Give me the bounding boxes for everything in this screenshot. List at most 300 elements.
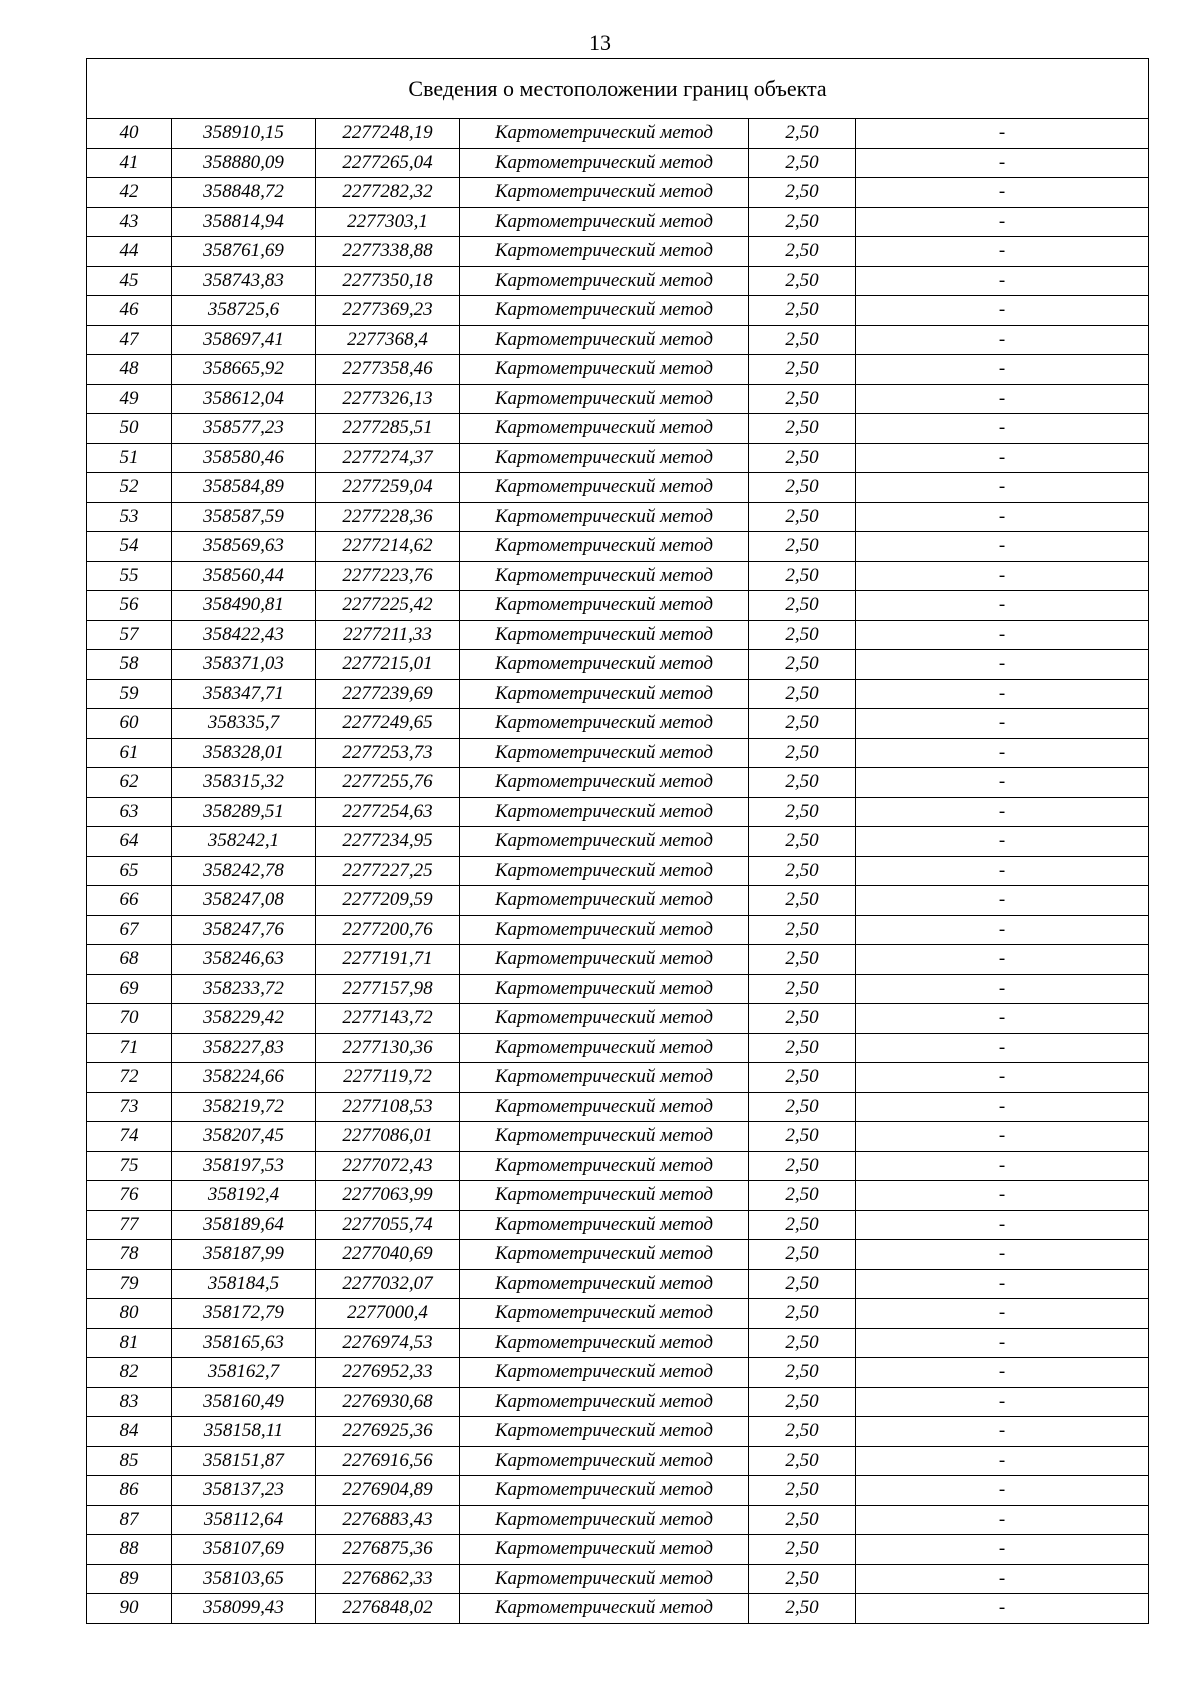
accuracy-cell: 2,50 bbox=[749, 237, 856, 267]
x-coordinate-cell: 358233,72 bbox=[172, 974, 316, 1004]
accuracy-cell: 2,50 bbox=[749, 148, 856, 178]
description-cell: - bbox=[856, 1299, 1149, 1329]
table-row bbox=[87, 1358, 1149, 1388]
table-row bbox=[87, 1181, 1149, 1211]
y-coordinate-cell: 2276952,33 bbox=[316, 1358, 460, 1388]
table-row bbox=[87, 502, 1149, 532]
point-number-cell: 47 bbox=[87, 325, 172, 355]
x-coordinate-cell: 358227,83 bbox=[172, 1033, 316, 1063]
method-cell: Картометрический метод bbox=[460, 1210, 749, 1240]
x-coordinate-cell: 358665,92 bbox=[172, 355, 316, 385]
table-row bbox=[87, 1151, 1149, 1181]
accuracy-cell: 2,50 bbox=[749, 1417, 856, 1447]
accuracy-cell: 2,50 bbox=[749, 355, 856, 385]
y-coordinate-cell: 2277223,76 bbox=[316, 561, 460, 591]
point-number-cell: 90 bbox=[87, 1594, 172, 1624]
y-coordinate-cell: 2277157,98 bbox=[316, 974, 460, 1004]
x-coordinate-cell: 358725,6 bbox=[172, 296, 316, 326]
table-row bbox=[87, 797, 1149, 827]
method-cell: Картометрический метод bbox=[460, 119, 749, 149]
description-cell: - bbox=[856, 1387, 1149, 1417]
table-row bbox=[87, 1417, 1149, 1447]
point-number-cell: 72 bbox=[87, 1063, 172, 1093]
x-coordinate-cell: 358219,72 bbox=[172, 1092, 316, 1122]
table-row bbox=[87, 1063, 1149, 1093]
table-row bbox=[87, 650, 1149, 680]
accuracy-cell: 2,50 bbox=[749, 561, 856, 591]
method-cell: Картометрический метод bbox=[460, 1328, 749, 1358]
method-cell: Картометрический метод bbox=[460, 414, 749, 444]
x-coordinate-cell: 358137,23 bbox=[172, 1476, 316, 1506]
description-cell: - bbox=[856, 856, 1149, 886]
accuracy-cell: 2,50 bbox=[749, 1564, 856, 1594]
method-cell: Картометрический метод bbox=[460, 1505, 749, 1535]
description-cell: - bbox=[856, 502, 1149, 532]
x-coordinate-cell: 358229,42 bbox=[172, 1004, 316, 1034]
accuracy-cell: 2,50 bbox=[749, 473, 856, 503]
x-coordinate-cell: 358743,83 bbox=[172, 266, 316, 296]
accuracy-cell: 2,50 bbox=[749, 443, 856, 473]
y-coordinate-cell: 2277259,04 bbox=[316, 473, 460, 503]
y-coordinate-cell: 2277253,73 bbox=[316, 738, 460, 768]
description-cell: - bbox=[856, 709, 1149, 739]
y-coordinate-cell: 2277063,99 bbox=[316, 1181, 460, 1211]
description-cell: - bbox=[856, 915, 1149, 945]
accuracy-cell: 2,50 bbox=[749, 886, 856, 916]
table-row bbox=[87, 414, 1149, 444]
point-number-cell: 56 bbox=[87, 591, 172, 621]
table-row bbox=[87, 266, 1149, 296]
accuracy-cell: 2,50 bbox=[749, 738, 856, 768]
y-coordinate-cell: 2277209,59 bbox=[316, 886, 460, 916]
description-cell: - bbox=[856, 945, 1149, 975]
y-coordinate-cell: 2276848,02 bbox=[316, 1594, 460, 1624]
y-coordinate-cell: 2277227,25 bbox=[316, 856, 460, 886]
accuracy-cell: 2,50 bbox=[749, 709, 856, 739]
method-cell: Картометрический метод bbox=[460, 532, 749, 562]
accuracy-cell: 2,50 bbox=[749, 679, 856, 709]
accuracy-cell: 2,50 bbox=[749, 1299, 856, 1329]
table-body bbox=[87, 119, 1149, 1624]
point-number-cell: 60 bbox=[87, 709, 172, 739]
table-row bbox=[87, 620, 1149, 650]
y-coordinate-cell: 2277130,36 bbox=[316, 1033, 460, 1063]
y-coordinate-cell: 2277249,65 bbox=[316, 709, 460, 739]
x-coordinate-cell: 358172,79 bbox=[172, 1299, 316, 1329]
method-cell: Картометрический метод bbox=[460, 473, 749, 503]
y-coordinate-cell: 2277215,01 bbox=[316, 650, 460, 680]
y-coordinate-cell: 2276904,89 bbox=[316, 1476, 460, 1506]
accuracy-cell: 2,50 bbox=[749, 1063, 856, 1093]
description-cell: - bbox=[856, 1122, 1149, 1152]
y-coordinate-cell: 2277248,19 bbox=[316, 119, 460, 149]
table-row bbox=[87, 974, 1149, 1004]
description-cell: - bbox=[856, 1004, 1149, 1034]
method-cell: Картометрический метод bbox=[460, 1299, 749, 1329]
description-cell: - bbox=[856, 119, 1149, 149]
description-cell: - bbox=[856, 797, 1149, 827]
table-row bbox=[87, 207, 1149, 237]
point-number-cell: 79 bbox=[87, 1269, 172, 1299]
point-number-cell: 63 bbox=[87, 797, 172, 827]
table-row bbox=[87, 856, 1149, 886]
x-coordinate-cell: 358151,87 bbox=[172, 1446, 316, 1476]
y-coordinate-cell: 2277228,36 bbox=[316, 502, 460, 532]
accuracy-cell: 2,50 bbox=[749, 856, 856, 886]
point-number-cell: 80 bbox=[87, 1299, 172, 1329]
description-cell: - bbox=[856, 591, 1149, 621]
y-coordinate-cell: 2277282,32 bbox=[316, 178, 460, 208]
description-cell: - bbox=[856, 1564, 1149, 1594]
x-coordinate-cell: 358189,64 bbox=[172, 1210, 316, 1240]
point-number-cell: 75 bbox=[87, 1151, 172, 1181]
y-coordinate-cell: 2276875,36 bbox=[316, 1535, 460, 1565]
table-row bbox=[87, 915, 1149, 945]
table-title: Сведения о местоположении границ объекта bbox=[87, 59, 1149, 119]
accuracy-cell: 2,50 bbox=[749, 119, 856, 149]
point-number-cell: 55 bbox=[87, 561, 172, 591]
point-number-cell: 66 bbox=[87, 886, 172, 916]
method-cell: Картометрический метод bbox=[460, 384, 749, 414]
description-cell: - bbox=[856, 1505, 1149, 1535]
y-coordinate-cell: 2277255,76 bbox=[316, 768, 460, 798]
accuracy-cell: 2,50 bbox=[749, 974, 856, 1004]
table-row bbox=[87, 532, 1149, 562]
accuracy-cell: 2,50 bbox=[749, 827, 856, 857]
description-cell: - bbox=[856, 738, 1149, 768]
y-coordinate-cell: 2277040,69 bbox=[316, 1240, 460, 1270]
table-row bbox=[87, 679, 1149, 709]
y-coordinate-cell: 2277358,46 bbox=[316, 355, 460, 385]
method-cell: Картометрический метод bbox=[460, 148, 749, 178]
accuracy-cell: 2,50 bbox=[749, 1446, 856, 1476]
table-row bbox=[87, 443, 1149, 473]
accuracy-cell: 2,50 bbox=[749, 797, 856, 827]
point-number-cell: 40 bbox=[87, 119, 172, 149]
table-row bbox=[87, 709, 1149, 739]
table-row bbox=[87, 237, 1149, 267]
description-cell: - bbox=[856, 827, 1149, 857]
method-cell: Картометрический метод bbox=[460, 1387, 749, 1417]
point-number-cell: 45 bbox=[87, 266, 172, 296]
x-coordinate-cell: 358242,1 bbox=[172, 827, 316, 857]
accuracy-cell: 2,50 bbox=[749, 1092, 856, 1122]
y-coordinate-cell: 2277338,88 bbox=[316, 237, 460, 267]
y-coordinate-cell: 2277200,76 bbox=[316, 915, 460, 945]
x-coordinate-cell: 358192,4 bbox=[172, 1181, 316, 1211]
description-cell: - bbox=[856, 1328, 1149, 1358]
y-coordinate-cell: 2277191,71 bbox=[316, 945, 460, 975]
point-number-cell: 58 bbox=[87, 650, 172, 680]
point-number-cell: 43 bbox=[87, 207, 172, 237]
x-coordinate-cell: 358910,15 bbox=[172, 119, 316, 149]
point-number-cell: 85 bbox=[87, 1446, 172, 1476]
accuracy-cell: 2,50 bbox=[749, 296, 856, 326]
point-number-cell: 53 bbox=[87, 502, 172, 532]
point-number-cell: 59 bbox=[87, 679, 172, 709]
x-coordinate-cell: 358422,43 bbox=[172, 620, 316, 650]
accuracy-cell: 2,50 bbox=[749, 1004, 856, 1034]
method-cell: Картометрический метод bbox=[460, 620, 749, 650]
point-number-cell: 88 bbox=[87, 1535, 172, 1565]
x-coordinate-cell: 358162,7 bbox=[172, 1358, 316, 1388]
x-coordinate-cell: 358569,63 bbox=[172, 532, 316, 562]
method-cell: Картометрический метод bbox=[460, 443, 749, 473]
x-coordinate-cell: 358328,01 bbox=[172, 738, 316, 768]
point-number-cell: 74 bbox=[87, 1122, 172, 1152]
table-row bbox=[87, 591, 1149, 621]
accuracy-cell: 2,50 bbox=[749, 207, 856, 237]
point-number-cell: 46 bbox=[87, 296, 172, 326]
x-coordinate-cell: 358207,45 bbox=[172, 1122, 316, 1152]
y-coordinate-cell: 2277326,13 bbox=[316, 384, 460, 414]
x-coordinate-cell: 358247,76 bbox=[172, 915, 316, 945]
x-coordinate-cell: 358165,63 bbox=[172, 1328, 316, 1358]
table-row bbox=[87, 827, 1149, 857]
point-number-cell: 71 bbox=[87, 1033, 172, 1063]
method-cell: Картометрический метод bbox=[460, 1564, 749, 1594]
table-row bbox=[87, 1328, 1149, 1358]
x-coordinate-cell: 358848,72 bbox=[172, 178, 316, 208]
point-number-cell: 69 bbox=[87, 974, 172, 1004]
accuracy-cell: 2,50 bbox=[749, 1269, 856, 1299]
x-coordinate-cell: 358103,65 bbox=[172, 1564, 316, 1594]
accuracy-cell: 2,50 bbox=[749, 768, 856, 798]
accuracy-cell: 2,50 bbox=[749, 1505, 856, 1535]
method-cell: Картометрический метод bbox=[460, 1358, 749, 1388]
y-coordinate-cell: 2277143,72 bbox=[316, 1004, 460, 1034]
table-row bbox=[87, 1269, 1149, 1299]
method-cell: Картометрический метод bbox=[460, 1594, 749, 1624]
description-cell: - bbox=[856, 768, 1149, 798]
table-row bbox=[87, 1033, 1149, 1063]
x-coordinate-cell: 358315,32 bbox=[172, 768, 316, 798]
description-cell: - bbox=[856, 1594, 1149, 1624]
y-coordinate-cell: 2277214,62 bbox=[316, 532, 460, 562]
x-coordinate-cell: 358184,5 bbox=[172, 1269, 316, 1299]
x-coordinate-cell: 358560,44 bbox=[172, 561, 316, 591]
description-cell: - bbox=[856, 1033, 1149, 1063]
table-row bbox=[87, 1092, 1149, 1122]
table-row bbox=[87, 178, 1149, 208]
accuracy-cell: 2,50 bbox=[749, 1476, 856, 1506]
method-cell: Картометрический метод bbox=[460, 797, 749, 827]
description-cell: - bbox=[856, 1417, 1149, 1447]
method-cell: Картометрический метод bbox=[460, 709, 749, 739]
point-number-cell: 42 bbox=[87, 178, 172, 208]
y-coordinate-cell: 2277072,43 bbox=[316, 1151, 460, 1181]
description-cell: - bbox=[856, 974, 1149, 1004]
method-cell: Картометрический метод bbox=[460, 738, 749, 768]
method-cell: Картометрический метод bbox=[460, 1151, 749, 1181]
x-coordinate-cell: 358247,08 bbox=[172, 886, 316, 916]
point-number-cell: 78 bbox=[87, 1240, 172, 1270]
point-number-cell: 48 bbox=[87, 355, 172, 385]
x-coordinate-cell: 358099,43 bbox=[172, 1594, 316, 1624]
y-coordinate-cell: 2277119,72 bbox=[316, 1063, 460, 1093]
description-cell: - bbox=[856, 561, 1149, 591]
table-row bbox=[87, 1446, 1149, 1476]
point-number-cell: 51 bbox=[87, 443, 172, 473]
accuracy-cell: 2,50 bbox=[749, 591, 856, 621]
point-number-cell: 89 bbox=[87, 1564, 172, 1594]
description-cell: - bbox=[856, 207, 1149, 237]
accuracy-cell: 2,50 bbox=[749, 620, 856, 650]
table-row bbox=[87, 768, 1149, 798]
method-cell: Картометрический метод bbox=[460, 325, 749, 355]
method-cell: Картометрический метод bbox=[460, 266, 749, 296]
point-number-cell: 67 bbox=[87, 915, 172, 945]
y-coordinate-cell: 2277285,51 bbox=[316, 414, 460, 444]
description-cell: - bbox=[856, 1476, 1149, 1506]
method-cell: Картометрический метод bbox=[460, 1092, 749, 1122]
point-number-cell: 44 bbox=[87, 237, 172, 267]
y-coordinate-cell: 2277211,33 bbox=[316, 620, 460, 650]
description-cell: - bbox=[856, 1446, 1149, 1476]
table-row bbox=[87, 1210, 1149, 1240]
accuracy-cell: 2,50 bbox=[749, 414, 856, 444]
description-cell: - bbox=[856, 1063, 1149, 1093]
description-cell: - bbox=[856, 355, 1149, 385]
accuracy-cell: 2,50 bbox=[749, 1328, 856, 1358]
description-cell: - bbox=[856, 886, 1149, 916]
method-cell: Картометрический метод bbox=[460, 945, 749, 975]
y-coordinate-cell: 2277369,23 bbox=[316, 296, 460, 326]
x-coordinate-cell: 358490,81 bbox=[172, 591, 316, 621]
x-coordinate-cell: 358880,09 bbox=[172, 148, 316, 178]
method-cell: Картометрический метод bbox=[460, 296, 749, 326]
accuracy-cell: 2,50 bbox=[749, 1181, 856, 1211]
point-number-cell: 70 bbox=[87, 1004, 172, 1034]
table-row bbox=[87, 384, 1149, 414]
method-cell: Картометрический метод bbox=[460, 1417, 749, 1447]
point-number-cell: 54 bbox=[87, 532, 172, 562]
point-number-cell: 52 bbox=[87, 473, 172, 503]
table-row bbox=[87, 1387, 1149, 1417]
table-row bbox=[87, 738, 1149, 768]
method-cell: Картометрический метод bbox=[460, 1535, 749, 1565]
accuracy-cell: 2,50 bbox=[749, 1151, 856, 1181]
point-number-cell: 65 bbox=[87, 856, 172, 886]
method-cell: Картометрический метод bbox=[460, 178, 749, 208]
description-cell: - bbox=[856, 325, 1149, 355]
x-coordinate-cell: 358587,59 bbox=[172, 502, 316, 532]
page-number: 13 bbox=[589, 30, 611, 55]
x-coordinate-cell: 358242,78 bbox=[172, 856, 316, 886]
method-cell: Картометрический метод bbox=[460, 1004, 749, 1034]
description-cell: - bbox=[856, 1240, 1149, 1270]
description-cell: - bbox=[856, 1210, 1149, 1240]
y-coordinate-cell: 2276883,43 bbox=[316, 1505, 460, 1535]
accuracy-cell: 2,50 bbox=[749, 650, 856, 680]
accuracy-cell: 2,50 bbox=[749, 1594, 856, 1624]
point-number-cell: 57 bbox=[87, 620, 172, 650]
table-row bbox=[87, 1299, 1149, 1329]
accuracy-cell: 2,50 bbox=[749, 1210, 856, 1240]
description-cell: - bbox=[856, 620, 1149, 650]
x-coordinate-cell: 358761,69 bbox=[172, 237, 316, 267]
table-row bbox=[87, 355, 1149, 385]
description-cell: - bbox=[856, 1535, 1149, 1565]
table-row bbox=[87, 1505, 1149, 1535]
description-cell: - bbox=[856, 532, 1149, 562]
x-coordinate-cell: 358197,53 bbox=[172, 1151, 316, 1181]
description-cell: - bbox=[856, 266, 1149, 296]
description-cell: - bbox=[856, 650, 1149, 680]
accuracy-cell: 2,50 bbox=[749, 502, 856, 532]
point-number-cell: 62 bbox=[87, 768, 172, 798]
accuracy-cell: 2,50 bbox=[749, 1240, 856, 1270]
x-coordinate-cell: 358577,23 bbox=[172, 414, 316, 444]
point-number-cell: 50 bbox=[87, 414, 172, 444]
accuracy-cell: 2,50 bbox=[749, 1358, 856, 1388]
y-coordinate-cell: 2277265,04 bbox=[316, 148, 460, 178]
method-cell: Картометрический метод bbox=[460, 1122, 749, 1152]
x-coordinate-cell: 358335,7 bbox=[172, 709, 316, 739]
y-coordinate-cell: 2277303,1 bbox=[316, 207, 460, 237]
x-coordinate-cell: 358246,63 bbox=[172, 945, 316, 975]
description-cell: - bbox=[856, 443, 1149, 473]
accuracy-cell: 2,50 bbox=[749, 384, 856, 414]
table-row bbox=[87, 1476, 1149, 1506]
method-cell: Картометрический метод bbox=[460, 1181, 749, 1211]
accuracy-cell: 2,50 bbox=[749, 1535, 856, 1565]
method-cell: Картометрический метод bbox=[460, 827, 749, 857]
method-cell: Картометрический метод bbox=[460, 561, 749, 591]
point-number-cell: 86 bbox=[87, 1476, 172, 1506]
description-cell: - bbox=[856, 1358, 1149, 1388]
method-cell: Картометрический метод bbox=[460, 679, 749, 709]
accuracy-cell: 2,50 bbox=[749, 325, 856, 355]
description-cell: - bbox=[856, 414, 1149, 444]
description-cell: - bbox=[856, 473, 1149, 503]
description-cell: - bbox=[856, 296, 1149, 326]
point-number-cell: 41 bbox=[87, 148, 172, 178]
method-cell: Картометрический метод bbox=[460, 1063, 749, 1093]
x-coordinate-cell: 358187,99 bbox=[172, 1240, 316, 1270]
method-cell: Картометрический метод bbox=[460, 915, 749, 945]
point-number-cell: 49 bbox=[87, 384, 172, 414]
point-number-cell: 61 bbox=[87, 738, 172, 768]
point-number-cell: 82 bbox=[87, 1358, 172, 1388]
y-coordinate-cell: 2276916,56 bbox=[316, 1446, 460, 1476]
x-coordinate-cell: 358224,66 bbox=[172, 1063, 316, 1093]
point-number-cell: 83 bbox=[87, 1387, 172, 1417]
x-coordinate-cell: 358580,46 bbox=[172, 443, 316, 473]
method-cell: Картометрический метод bbox=[460, 1240, 749, 1270]
y-coordinate-cell: 2276862,33 bbox=[316, 1564, 460, 1594]
table-row bbox=[87, 561, 1149, 591]
method-cell: Картометрический метод bbox=[460, 1476, 749, 1506]
y-coordinate-cell: 2277274,37 bbox=[316, 443, 460, 473]
table-row bbox=[87, 1564, 1149, 1594]
point-number-cell: 87 bbox=[87, 1505, 172, 1535]
method-cell: Картометрический метод bbox=[460, 591, 749, 621]
table-row bbox=[87, 1594, 1149, 1624]
y-coordinate-cell: 2277234,95 bbox=[316, 827, 460, 857]
y-coordinate-cell: 2277368,4 bbox=[316, 325, 460, 355]
method-cell: Картометрический метод bbox=[460, 768, 749, 798]
method-cell: Картометрический метод bbox=[460, 237, 749, 267]
point-number-cell: 77 bbox=[87, 1210, 172, 1240]
accuracy-cell: 2,50 bbox=[749, 1122, 856, 1152]
y-coordinate-cell: 2276974,53 bbox=[316, 1328, 460, 1358]
x-coordinate-cell: 358112,64 bbox=[172, 1505, 316, 1535]
method-cell: Картометрический метод bbox=[460, 355, 749, 385]
table-row bbox=[87, 325, 1149, 355]
table-row bbox=[87, 473, 1149, 503]
method-cell: Картометрический метод bbox=[460, 856, 749, 886]
